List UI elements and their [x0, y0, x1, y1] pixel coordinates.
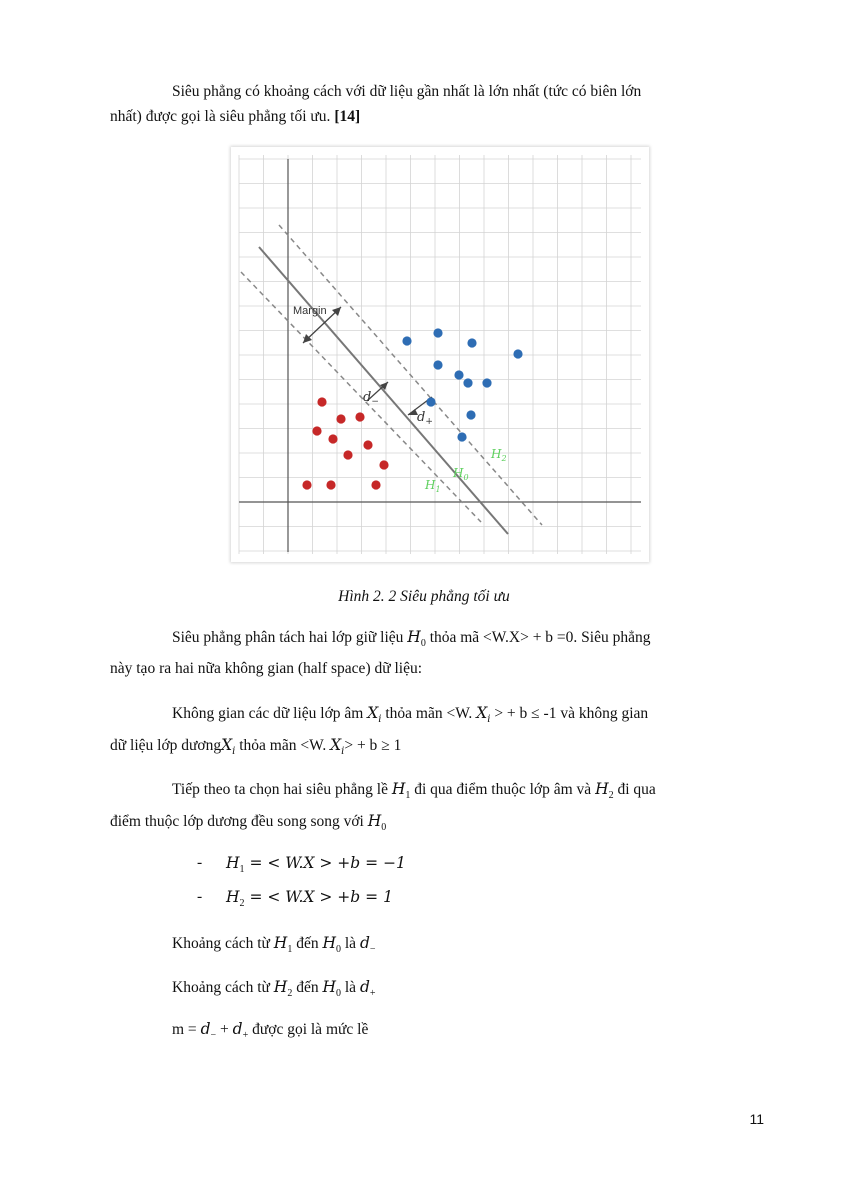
- list-dash-1: -: [197, 854, 203, 871]
- negative-class-point: [317, 397, 326, 406]
- dist2-h2: H: [273, 978, 288, 996]
- p3-text-c: > + b ≤ -1 và không gian: [490, 705, 649, 722]
- eq2-symbol: H: [226, 888, 240, 906]
- paragraph-4-line-1: [172, 780, 656, 801]
- d-minus-label: $d_-$: [363, 390, 379, 407]
- paragraph-2-line-1: [172, 628, 651, 649]
- eq2-sub: 2: [239, 898, 245, 910]
- p4-text-c: đi qua: [613, 781, 656, 798]
- margin-label: Margin: [293, 305, 327, 317]
- eq1-sub: 1: [239, 864, 245, 876]
- svm-figure: [231, 147, 649, 562]
- svm-diagram: [231, 147, 649, 562]
- dist2-h0-sub: 0: [336, 988, 341, 1000]
- h2-symbol: H: [595, 780, 609, 798]
- paragraph-4-line-2: [110, 812, 386, 833]
- positive-class-point: [402, 336, 411, 345]
- dist1-h1-sub: 1: [287, 944, 293, 956]
- dist2-h2-sub: 2: [287, 988, 293, 1000]
- dist1-text-c: là: [341, 935, 360, 952]
- paragraph-1-line-1: Siêu phẳng có khoảng cách với dữ liệu gần nhất là lớn nhất (tức có biên lớn: [172, 83, 642, 100]
- h2-label: $H_2$: [491, 447, 507, 463]
- dist2-text-a: Khoảng cách từ: [172, 979, 274, 996]
- xi-symbol: X: [367, 704, 379, 722]
- xi-sub-2: i: [487, 714, 491, 726]
- dist1-text-a: Khoảng cách từ: [172, 935, 274, 952]
- paragraph-1-line-2: nhất) được gọi là siêu phẳng tối ưu.: [110, 108, 335, 125]
- xi-symbol-4: X: [330, 736, 342, 754]
- margin-def-a: m =: [172, 1021, 201, 1038]
- positive-class-point: [466, 410, 475, 419]
- eq2-rest: = < W.X > +b = 1: [244, 888, 393, 906]
- positive-class-point: [454, 370, 463, 379]
- h0-solid-line: [259, 247, 508, 534]
- distance-h2-h0: [172, 978, 376, 999]
- dist1-d: d: [359, 934, 370, 952]
- page-number: 11: [749, 1111, 764, 1127]
- dist2-text-b: đến: [292, 979, 323, 996]
- dist2-h0: H: [322, 978, 336, 996]
- paragraph-1-line-2-wrap: [110, 108, 360, 126]
- xi-sub: i: [378, 714, 382, 726]
- positive-class-point: [433, 328, 442, 337]
- negative-class-point: [343, 450, 352, 459]
- margin-def-dplus: d: [232, 1020, 243, 1038]
- h0-label: $H_0$: [453, 466, 469, 482]
- positive-class-point: [426, 397, 435, 406]
- p4-text-b: đi qua điểm thuộc lớp âm và: [410, 781, 596, 798]
- negative-class-point: [355, 412, 364, 421]
- equation-h2: [226, 888, 393, 909]
- p3-text-f: > + b ≥ 1: [344, 737, 402, 754]
- p2-text-a: Siêu phẳng phân tách hai lớp giữ liệu: [172, 629, 408, 646]
- h1-dashed-line: [241, 272, 481, 522]
- margin-def-dminus-sub: −: [210, 1030, 217, 1042]
- negative-class-point: [302, 480, 311, 489]
- p4-text-d: điểm thuộc lớp dương đều song song với: [110, 813, 368, 830]
- paragraph-2-line-2: [110, 660, 422, 678]
- equation-h1: [226, 854, 406, 875]
- h1-label: $H_1$: [425, 478, 441, 494]
- positive-class-point: [482, 378, 491, 387]
- dist2-d-sub: +: [369, 988, 376, 1000]
- xi-symbol-3: X: [221, 736, 233, 754]
- negative-class-point: [336, 414, 345, 423]
- dist1-d-sub: −: [369, 944, 376, 956]
- dist2-d: d: [359, 978, 370, 996]
- xi-sub-3: i: [232, 746, 236, 758]
- negative-class-point: [379, 460, 388, 469]
- h2-sub: 2: [608, 790, 614, 802]
- dist1-text-b: đến: [292, 935, 323, 952]
- dist1-h0-sub: 0: [336, 944, 341, 956]
- margin-def-b: được gọi là mức lề: [248, 1021, 369, 1038]
- p3-text-b: thỏa mãn <W.: [381, 705, 477, 722]
- eq1-symbol: H: [226, 854, 240, 872]
- negative-class-point: [312, 426, 321, 435]
- p2-text-b: thỏa mã <W.X> + b =0. Siêu phẳng: [425, 629, 651, 646]
- h0-sub-2: 0: [381, 822, 387, 834]
- p3-text-e: thỏa mãn <W.: [235, 737, 331, 754]
- p3-text-d: dữ liệu lớp dương: [110, 737, 222, 754]
- p3-text-a: Không gian các dữ liệu lớp âm: [172, 705, 368, 722]
- margin-definition: [172, 1020, 368, 1041]
- eq1-rest: = < W.X > +b = −1: [244, 854, 406, 872]
- dist1-h1: H: [273, 934, 288, 952]
- positive-class-point: [457, 432, 466, 441]
- h0-symbol: H: [407, 628, 421, 646]
- h0-symbol-2: H: [367, 812, 382, 830]
- p2-text-line2: này tạo ra hai nữa không gian (half space) dữ liệu:: [110, 660, 423, 677]
- dist2-text-c: là: [341, 979, 360, 996]
- xi-sub-4: i: [341, 746, 345, 758]
- positive-class-point: [467, 338, 476, 347]
- figure-caption: Hình 2. 2 Siêu phẳng tối ưu: [338, 588, 510, 605]
- h0-sub: 0: [420, 638, 426, 650]
- paragraph-1: [172, 76, 768, 108]
- negative-class-point: [326, 480, 335, 489]
- h1-symbol: H: [391, 780, 406, 798]
- dist1-h0: H: [322, 934, 336, 952]
- negative-class-point: [371, 480, 380, 489]
- negative-class-point: [328, 434, 337, 443]
- positive-class-point: [513, 349, 522, 358]
- p4-text-a: Tiếp theo ta chọn hai siêu phẳng lề: [172, 781, 392, 798]
- negative-class-point: [363, 440, 372, 449]
- d-plus-label: $d_+$: [417, 410, 433, 427]
- grid-lines: [239, 155, 641, 554]
- h1-sub: 1: [405, 790, 411, 802]
- list-dash-2: -: [197, 888, 203, 905]
- paragraph-3-line-2: [110, 736, 401, 757]
- distance-h1-h0: [172, 934, 376, 955]
- citation-ref: [14]: [334, 108, 361, 125]
- margin-def-dminus: d: [200, 1020, 211, 1038]
- positive-class-point: [433, 360, 442, 369]
- xi-symbol-2: X: [476, 704, 488, 722]
- margin-def-plus: +: [216, 1021, 233, 1038]
- paragraph-3-line-1: [172, 704, 648, 725]
- margin-def-dplus-sub: +: [242, 1030, 249, 1042]
- positive-class-point: [463, 378, 472, 387]
